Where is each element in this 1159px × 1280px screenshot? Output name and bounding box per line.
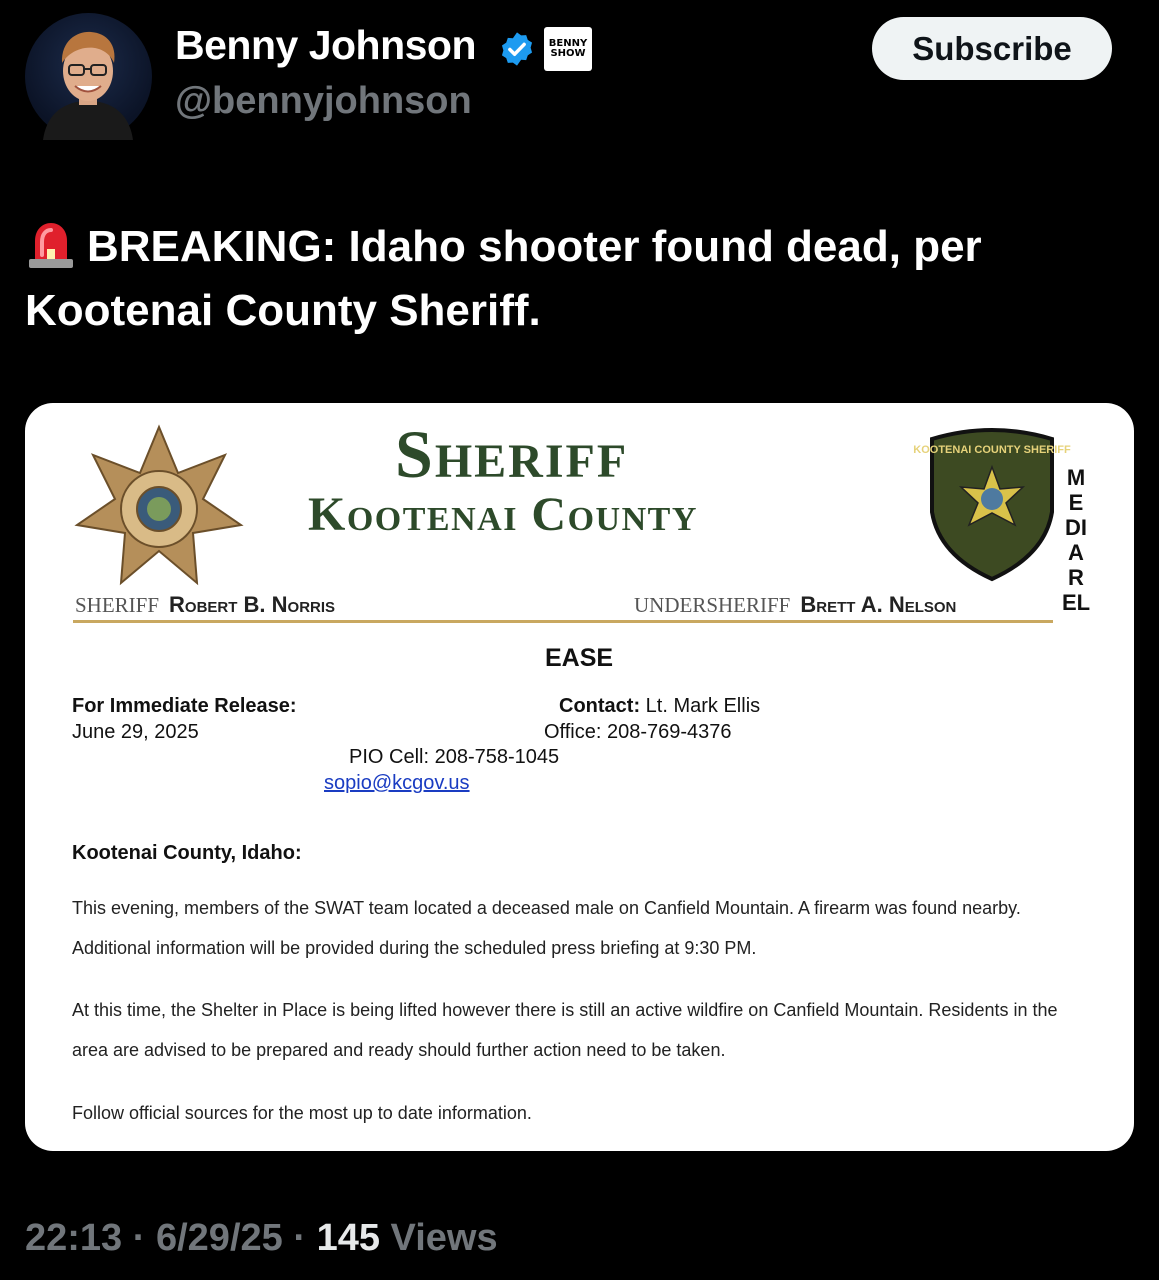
badge-line-1: BENNY [548,38,588,49]
sheriff-star-badge-icon [75,425,243,587]
vertical-letter: R [1068,565,1084,590]
doc-subtitle: Kootenai County [308,488,698,541]
tweet-text [25,215,1135,343]
police-siren-icon [25,219,77,269]
release-heading: EASE [545,644,614,672]
views-label: Views [390,1217,498,1259]
verified-badge-icon[interactable] [498,30,536,68]
badge-line-2: SHOW [550,48,586,59]
undersheriff-line [634,592,956,618]
subscribe-button[interactable]: Subscribe [872,17,1112,80]
tweet-meta: 22:13 · 6/29/25 · 145 Views [25,1217,498,1259]
header-divider [73,620,1053,623]
press-release-image[interactable] [25,403,1134,1151]
pio-cell: PIO Cell: 208-758-1045 [349,746,560,768]
author-avatar[interactable] [25,13,152,140]
sheriff-name: Robert B. Norris [169,592,336,617]
vertical-letter: A [1068,540,1084,565]
undersheriff-label: UNDERSHERIFF [634,593,791,617]
paragraph-1: This evening, members of the SWAT team located a deceased male on Canfield Mountain. A firearm was found nearby. Additional information will be provided during the scheduled press briefing at 9:30 PM. [72,898,1021,958]
office-phone: Office: 208-769-4376 [544,721,732,743]
undersheriff-name: Brett A. Nelson [800,592,957,617]
sheriff-patch-icon [913,427,1071,582]
location-heading: Kootenai County, Idaho: [72,842,302,864]
contact-name: Lt. Mark Ellis [645,695,761,717]
paragraph-3: Follow official sources for the most up to date information. [72,1103,532,1123]
benny-show-badge[interactable] [544,27,592,71]
release-date: June 29, 2025 [72,721,199,743]
tweet-body: BREAKING: Idaho shooter found dead, per Kootenai County Sheriff. [25,222,982,335]
contact-label: Contact: [559,695,641,717]
author-display-name[interactable]: Benny Johnson [175,22,477,68]
vertical-letter: DI [1065,515,1087,540]
sheriff-label: SHERIFF [75,593,160,617]
vertical-letter: M [1066,465,1086,490]
author-handle[interactable]: @bennyjohnson [175,80,472,122]
patch-label: KOOTENAI COUNTY SHERIFF [913,444,1071,456]
email-link: sopio@kcgov.us [324,772,470,794]
paragraph-2: At this time, the Shelter in Place is being lifted however there is still an active wildfire on Canfield Mountain. Residents in the area are advised to be prepared and ready should further action need to be taken. [72,1000,1058,1060]
tweet-date[interactable]: 6/29/25 [155,1217,283,1259]
sheriff-line [75,592,335,618]
contact-line [559,695,760,718]
doc-title: Sheriff [395,416,629,492]
vertical-letter: EL [1061,590,1091,615]
views-count: 145 [316,1217,380,1259]
avatar-portrait [25,13,152,140]
release-label: For Immediate Release: [72,695,297,717]
vertical-letter: E [1068,490,1084,515]
tweet-time[interactable]: 22:13 [25,1217,123,1259]
vertical-media-label [1051,465,1101,615]
